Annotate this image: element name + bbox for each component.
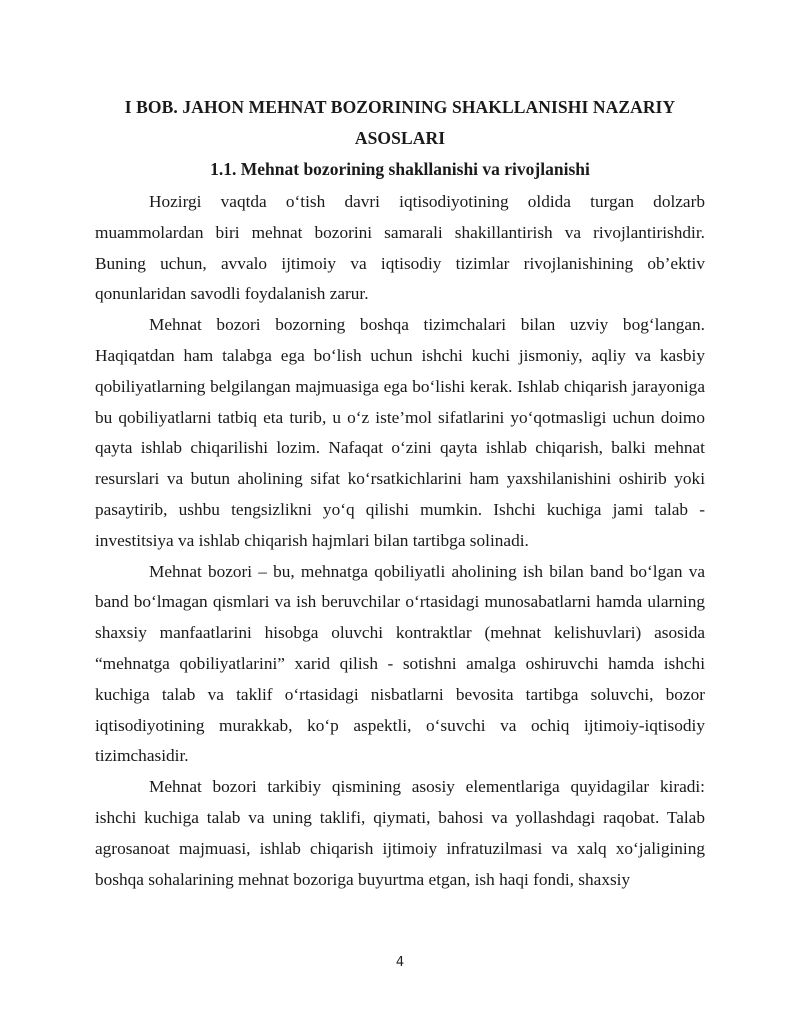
document-page — [95, 92, 705, 895]
paragraph-3: Mehnat bozori – bu, mehnatga qobiliyatli aholining ish bilan band bo‘lgan va band bo‘lmagan qismlari va ish beruvchilar o‘rtasidagi munosabatlarni hamda ularning shaxsiy manfaatlarini hisobga oluvchi kontraktlar (mehnat kelishuvlari) asosida “mehnatga qobiliyatlarini” xarid qilish - sotishni amalga oshiruvchi hamda ishchi kuchiga talab va taklif o‘rtasidagi nisbatlarni bevosita tartibga soluvchi, bozor iqtisodiyotining murakkab, ko‘p aspektli, o‘suvchi va ochiq ijtimoiy-iqtisodiy tizimchasidir. — [95, 561, 705, 766]
page-number: 4 — [395, 955, 405, 970]
section-title: 1.1. Mehnat bozorining shakllanishi va rivojlanishi — [210, 159, 590, 179]
chapter-title: I BOB. JAHON MEHNAT BOZORINING SHAKLLANISHI NAZARIY ASOSLARI — [124, 97, 676, 148]
paragraph-2: Mehnat bozori bozorning boshqa tizimchalari bilan uzviy bog‘langan. Haqiqatdan ham talabga ega bo‘lish uchun ishchi kuchi jismoniy, aqliy va kasbiy qobiliyatlarning belgilangan majmuasiga ega bo‘lishi kerak. Ishlab chiqarish jarayoniga bu qobiliyatlarni tatbiq eta turib, u o‘z iste’mol sifatlarini yo‘qotmasligi uchun doimo qayta ishlab chiqarilishi lozim. Nafaqat o‘zini qayta ishlab chiqarish, balki mehnat resurslari va butun aholining sifat ko‘rsatkichlarini ham yaxshilanishini oshirib yoki pasaytirib, ushbu tengsizlikni yo‘q qilishi mumkin. Ishchi kuchiga jami talab - investitsiya va ishlab chiqarish hajmlari bilan tartibga solinadi. — [95, 315, 705, 550]
paragraph-4: Mehnat bozori tarkibiy qismining asosiy elementlariga quyidagilar kiradi: ishchi kuchiga talab va uning taklifi, qiymati, bahosi va yollashdagi raqobat. Talab agrosanoat majmuasi, ishlab chiqarish ijtimoiy infratuzilmasi va xalq xo‘jaligining boshqa sohalarining mehnat bozoriga buyurtma etgan, ish haqi fondi, shaxsiy — [95, 777, 705, 889]
paragraph-1: Hozirgi vaqtda o‘tish davri iqtisodiyotining oldida turgan dolzarb muammolardan biri mehnat bozorini samarali shakillantirish va rivojlantirishdir. Buning uchun, avvalo ijtimoiy va iqtisodiy tizimlar rivojlanishining ob’ektiv qonunlaridan savodli foydalanish zarur. — [95, 192, 705, 304]
